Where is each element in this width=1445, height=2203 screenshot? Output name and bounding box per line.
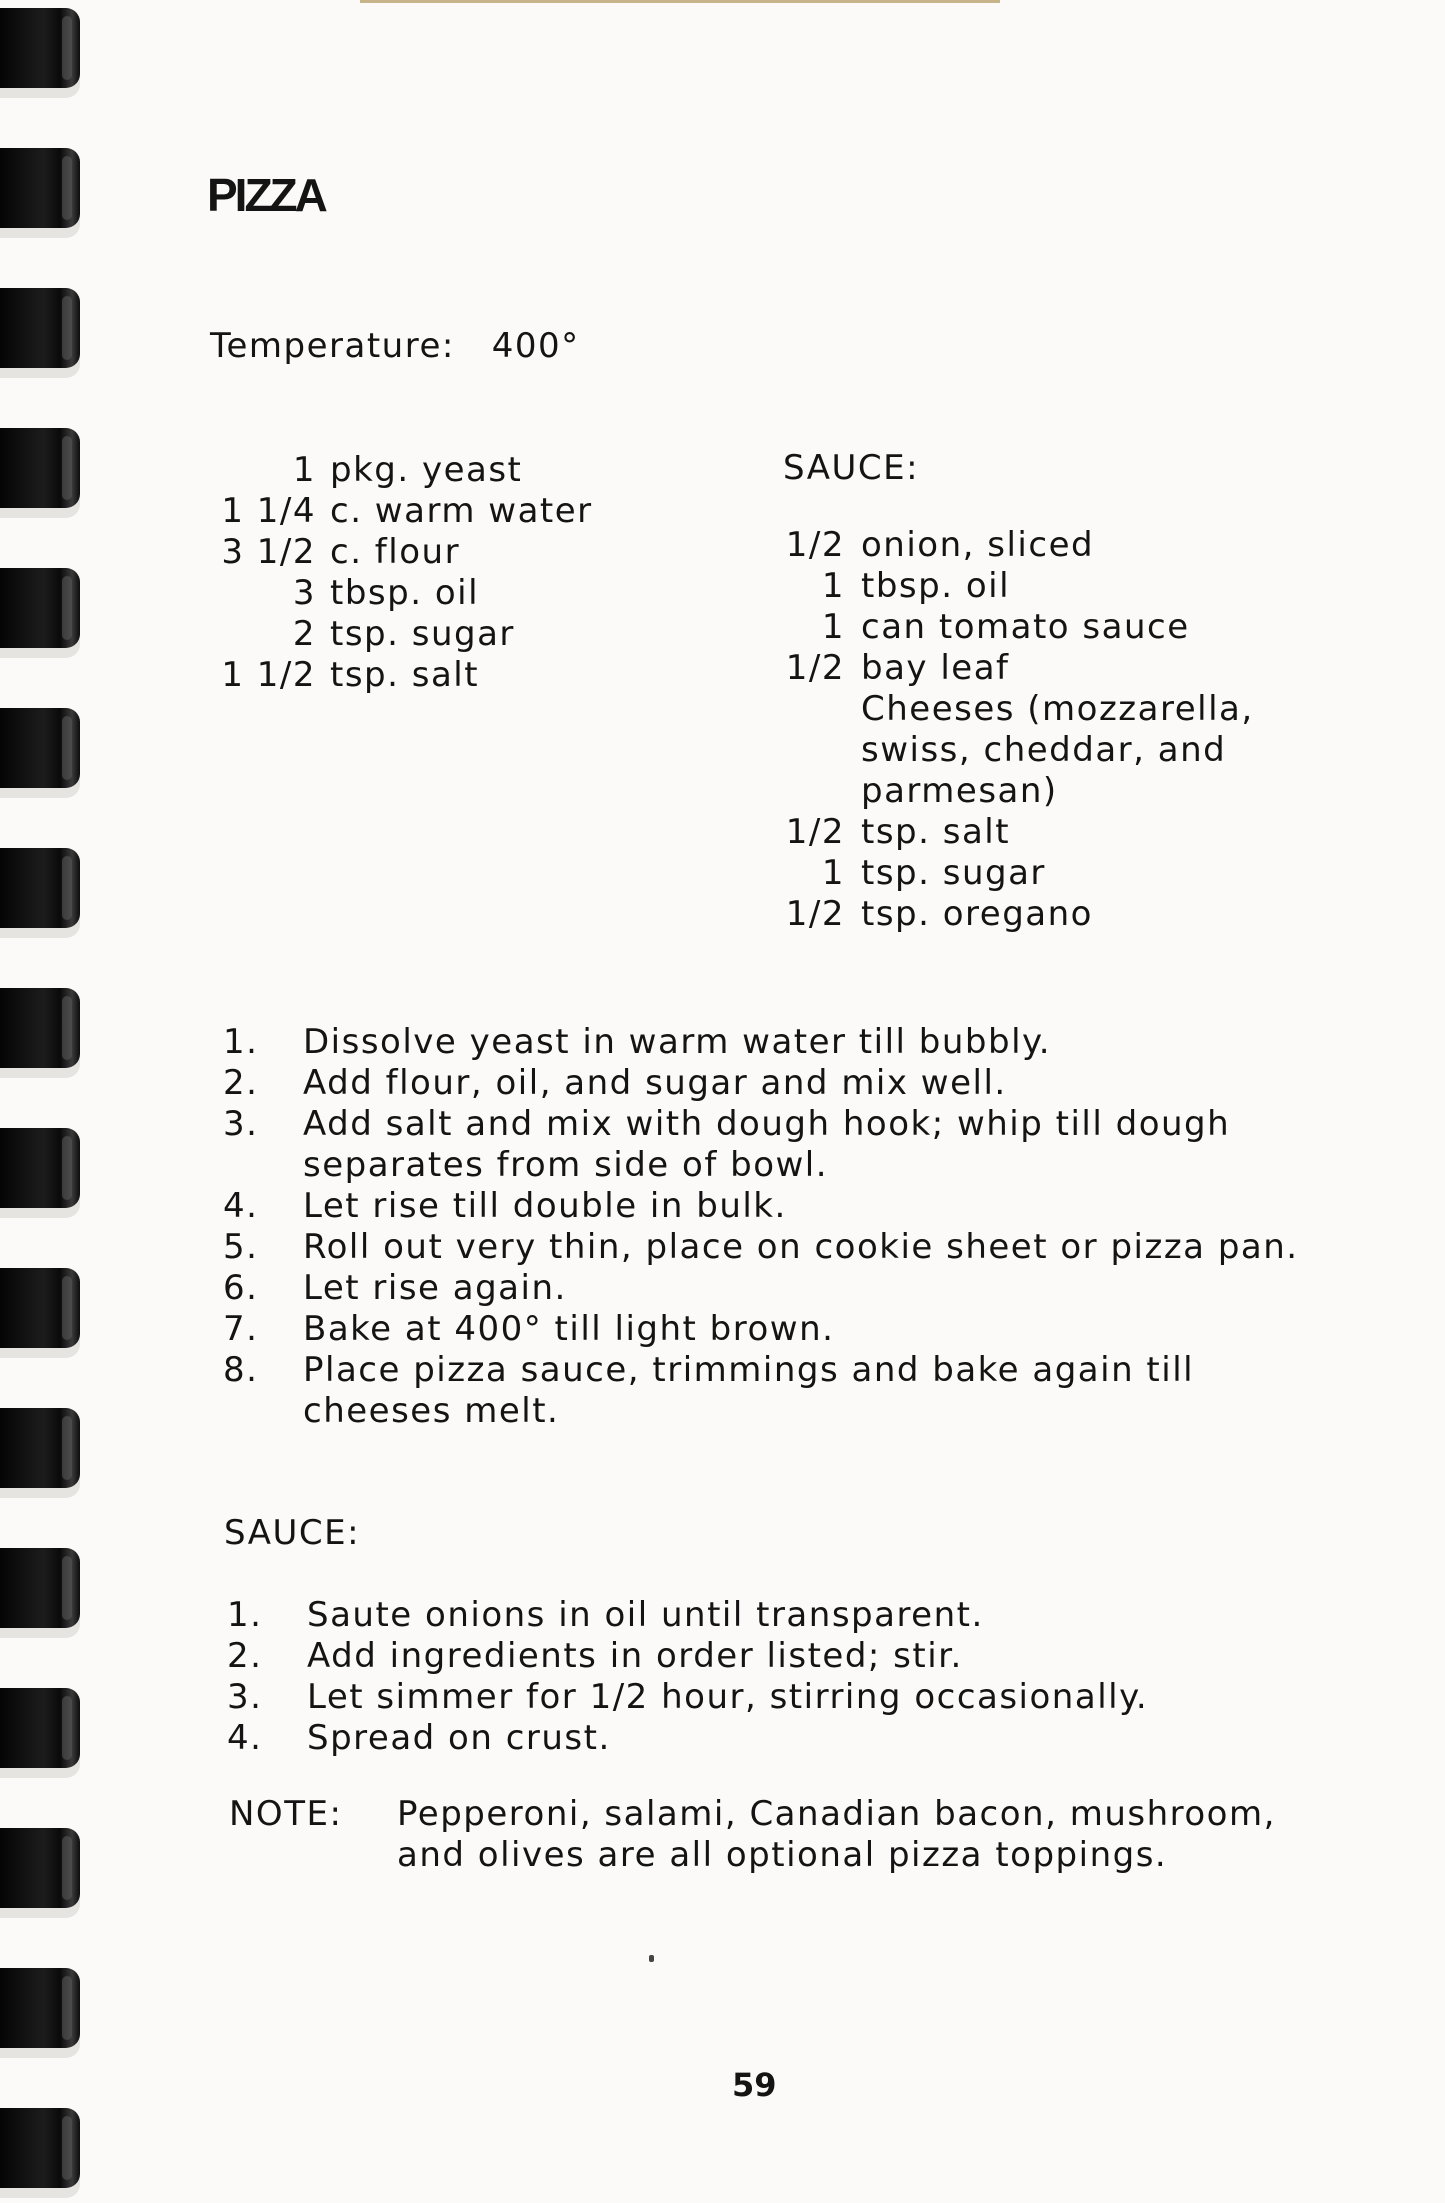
sauce-steps-list bbox=[227, 1595, 1312, 1759]
binding-ring bbox=[0, 568, 80, 648]
step-item bbox=[223, 1309, 1308, 1350]
binding-ring bbox=[0, 1968, 80, 2048]
note-text: Pepperoni, salami, Canadian bacon, mushroom, and olives are all optional pizza toppings. bbox=[397, 1794, 1276, 1875]
ingredient-item: c. warm water bbox=[330, 491, 593, 531]
ingredient-qty: 1/2 bbox=[785, 894, 845, 934]
ingredient-item: can tomato sauce bbox=[861, 607, 1190, 647]
ingredient-item: c. flour bbox=[330, 532, 461, 572]
sauce-ingredients-heading: SAUCE: bbox=[783, 448, 920, 488]
ingredient-item: bay leaf bbox=[861, 648, 1010, 688]
step-number: 5. bbox=[223, 1227, 259, 1267]
ingredient-qty: 1 1/4 bbox=[221, 491, 316, 531]
ingredient-qty: 1 bbox=[292, 450, 316, 490]
note-label: NOTE: bbox=[229, 1794, 343, 1834]
step-number: 3. bbox=[223, 1104, 259, 1144]
binding-ring bbox=[0, 1828, 80, 1908]
step-text: Let rise till double in bulk. bbox=[303, 1186, 787, 1226]
ingredient-item: tsp. oregano bbox=[861, 894, 1093, 934]
binding-ring bbox=[0, 2108, 80, 2188]
step-item bbox=[223, 1104, 1308, 1186]
ingredient-qty: 1 1/2 bbox=[221, 655, 316, 695]
step-text: Bake at 400° till light brown. bbox=[303, 1309, 835, 1349]
step-text: Saute onions in oil until transparent. bbox=[307, 1595, 984, 1635]
page-top-edge bbox=[360, 0, 1000, 3]
ingredient-qty: 1 bbox=[821, 853, 845, 893]
ingredient-item: tsp. sugar bbox=[861, 853, 1046, 893]
binding-ring bbox=[0, 848, 80, 928]
ingredient-row bbox=[783, 689, 1331, 812]
step-item bbox=[223, 1268, 1308, 1309]
note-block bbox=[229, 1794, 1319, 1876]
step-item bbox=[223, 1350, 1308, 1432]
step-number: 3. bbox=[227, 1677, 263, 1717]
ingredient-qty: 1 bbox=[821, 607, 845, 647]
ingredient-qty: 1/2 bbox=[785, 812, 845, 852]
step-item bbox=[227, 1718, 1312, 1759]
ingredient-qty: 1/2 bbox=[785, 525, 845, 565]
step-number: 6. bbox=[223, 1268, 259, 1308]
ingredient-qty: 1/2 bbox=[785, 648, 845, 688]
step-number: 1. bbox=[227, 1595, 263, 1635]
ingredient-qty: 2 bbox=[292, 614, 316, 654]
step-number: 2. bbox=[227, 1636, 263, 1676]
binding-ring bbox=[0, 1548, 80, 1628]
step-item bbox=[223, 1022, 1308, 1063]
ingredient-qty: 3 bbox=[292, 573, 316, 613]
step-number: 8. bbox=[223, 1350, 259, 1390]
ingredient-item: pkg. yeast bbox=[330, 450, 523, 490]
ingredient-row bbox=[783, 525, 1331, 566]
ingredient-row bbox=[210, 491, 593, 532]
ingredient-row bbox=[783, 566, 1331, 607]
ingredient-row bbox=[210, 573, 593, 614]
ingredient-row bbox=[210, 614, 593, 655]
step-number: 4. bbox=[223, 1186, 259, 1226]
binding-ring bbox=[0, 988, 80, 1068]
step-item bbox=[227, 1595, 1312, 1636]
binding-ring bbox=[0, 1408, 80, 1488]
step-number: 2. bbox=[223, 1063, 259, 1103]
ingredient-row bbox=[210, 450, 593, 491]
ink-speck bbox=[649, 1955, 654, 1962]
ingredient-row bbox=[783, 894, 1331, 935]
ingredient-item: tsp. salt bbox=[330, 655, 480, 695]
step-number: 1. bbox=[223, 1022, 259, 1062]
ingredient-row bbox=[783, 853, 1331, 894]
step-text: Add flour, oil, and sugar and mix well. bbox=[303, 1063, 1007, 1103]
ingredient-row bbox=[783, 648, 1331, 689]
step-text: Spread on crust. bbox=[307, 1718, 611, 1758]
ingredient-qty bbox=[783, 689, 861, 812]
binding-ring bbox=[0, 428, 80, 508]
recipe-title: PIZZA bbox=[207, 169, 325, 221]
step-item bbox=[227, 1677, 1312, 1718]
ingredient-item: onion, sliced bbox=[861, 525, 1095, 565]
step-item bbox=[223, 1063, 1308, 1104]
binding-ring bbox=[0, 8, 80, 88]
step-text: Let simmer for 1/2 hour, stirring occasionally. bbox=[307, 1677, 1149, 1717]
step-item bbox=[227, 1636, 1312, 1677]
ingredient-row bbox=[210, 532, 593, 573]
sauce-steps-heading: SAUCE: bbox=[224, 1513, 361, 1553]
binding-ring bbox=[0, 708, 80, 788]
ingredient-item: Cheeses (mozzarella, swiss, cheddar, and parmesan) bbox=[861, 689, 1254, 811]
ingredient-item: tbsp. oil bbox=[330, 573, 480, 613]
step-text: Place pizza sauce, trimmings and bake again till cheeses melt. bbox=[303, 1350, 1195, 1431]
binding-ring bbox=[0, 288, 80, 368]
binding-ring bbox=[0, 148, 80, 228]
ingredient-item: tsp. salt bbox=[861, 812, 1011, 852]
step-text: Let rise again. bbox=[303, 1268, 567, 1308]
step-text: Add ingredients in order listed; stir. bbox=[307, 1636, 963, 1676]
step-number: 7. bbox=[223, 1309, 259, 1349]
dough-steps-list bbox=[223, 1022, 1308, 1432]
step-text: Dissolve yeast in warm water till bubbly. bbox=[303, 1022, 1052, 1062]
temperature-value: 400° bbox=[491, 326, 580, 366]
ingredient-row bbox=[210, 655, 593, 696]
dough-ingredients-list bbox=[210, 450, 593, 696]
spiral-binding bbox=[0, 0, 90, 2203]
step-item bbox=[223, 1186, 1308, 1227]
ingredient-row bbox=[783, 607, 1331, 648]
temperature-line bbox=[210, 326, 580, 367]
ingredient-qty: 3 1/2 bbox=[221, 532, 316, 572]
ingredient-item: tbsp. oil bbox=[861, 566, 1011, 606]
ingredient-row bbox=[783, 812, 1331, 853]
step-text: Add salt and mix with dough hook; whip till dough separates from side of bowl. bbox=[303, 1104, 1231, 1185]
ingredient-qty: 1 bbox=[821, 566, 845, 606]
temperature-label: Temperature: bbox=[210, 326, 455, 366]
binding-ring bbox=[0, 1128, 80, 1208]
binding-ring bbox=[0, 1268, 80, 1348]
sauce-ingredients-list bbox=[783, 525, 1331, 935]
page-number: 59 bbox=[732, 2066, 777, 2104]
step-item bbox=[223, 1227, 1308, 1268]
step-number: 4. bbox=[227, 1718, 263, 1758]
ingredient-item: tsp. sugar bbox=[330, 614, 515, 654]
step-text: Roll out very thin, place on cookie sheet or pizza pan. bbox=[303, 1227, 1299, 1267]
binding-ring bbox=[0, 1688, 80, 1768]
